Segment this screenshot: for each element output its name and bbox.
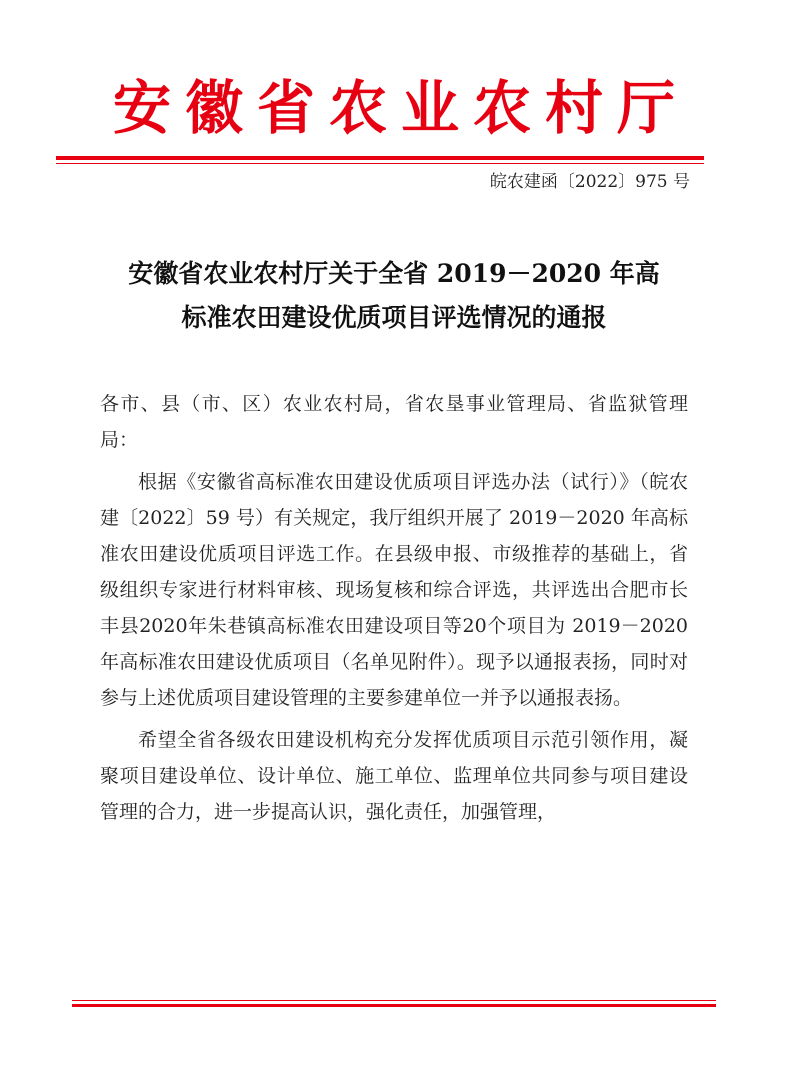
footer-divider-thin (72, 1000, 716, 1001)
body-paragraph-1: 根据《安徽省高标准农田建设优质项目评选办法（试行）》（皖农建〔2022〕59 号）有关规定，我厅组织开展了 2019－2020 年高标准农田建设优质项目评选工作。在县级申报、市级推荐的基础上，省级组织专家进行材料审核、现场复核和综合评选，共评选出合肥市长丰县2020年朱巷镇高标准农田建设项目等20个项目为 2019－2020 年高标准农田建设优质项目（名单见附件）。现予以通报表扬，同时对参与上述优质项目建设管理的主要参建单位一并予以通报表扬。 (100, 471, 688, 709)
document-title-line-1: 安徽省农业农村厅关于全省 2019－2020 年高 (128, 259, 660, 288)
salutation: 各市、县（市、区）农业农村局，省农垦事业管理局、省监狱管理局： (100, 393, 688, 451)
header-divider-thick (56, 156, 704, 160)
document-title-line-2: 标准农田建设优质项目评选情况的通报 (181, 303, 607, 332)
document-title (0, 252, 788, 340)
body-paragraph-2: 希望全省各级农田建设机构充分发挥优质项目示范引领作用，凝聚项目建设单位、设计单位、施工单位、监理单位共同参与项目建设管理的合力，进一步提高认识，强化责任，加强管理， (100, 729, 688, 823)
document-number: 皖农建函〔2022〕975 号 (489, 172, 690, 192)
document-body (100, 386, 688, 836)
issuing-authority-title: 安徽省农业农村厅 (112, 74, 689, 142)
header-divider-thin (56, 163, 704, 164)
footer-divider-thick (72, 1004, 716, 1007)
